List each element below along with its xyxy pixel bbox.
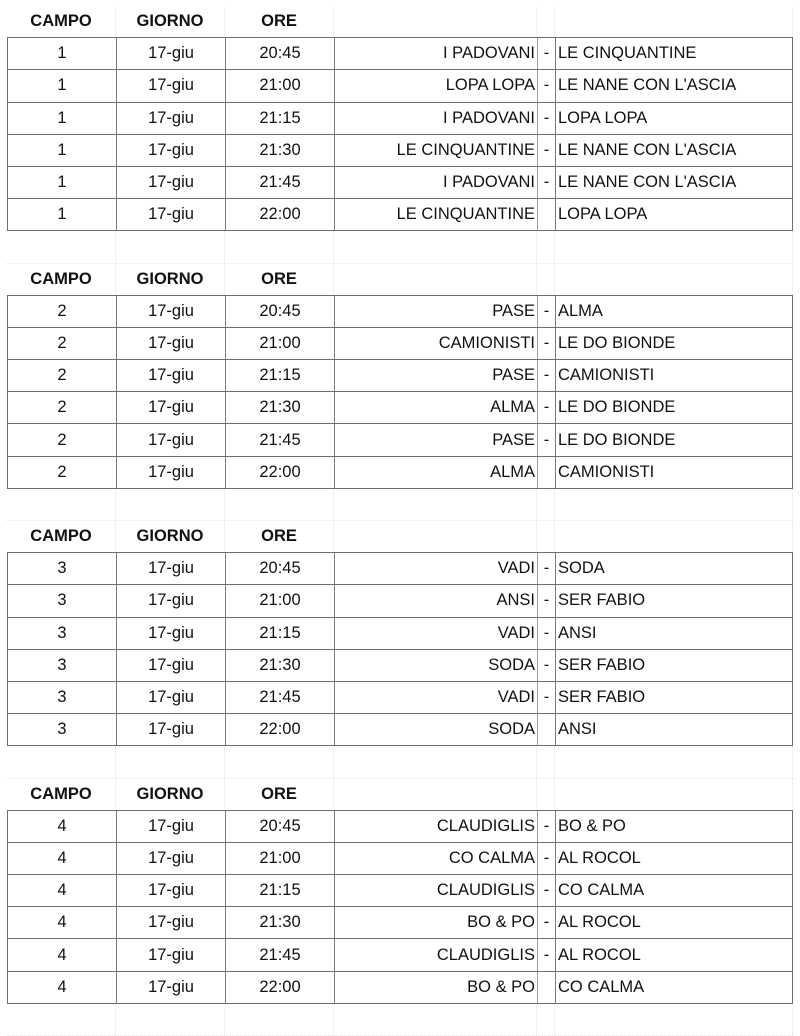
ore-cell[interactable]: 21:30 xyxy=(226,907,335,938)
separator-cell[interactable]: - xyxy=(538,553,556,584)
separator-cell[interactable]: - xyxy=(538,424,556,455)
giorno-cell[interactable]: 17-giu xyxy=(117,650,226,681)
empty-cell[interactable] xyxy=(555,1004,793,1035)
team2-cell[interactable]: LE NANE CON L'ASCIA xyxy=(556,70,794,101)
ore-cell[interactable]: 21:30 xyxy=(226,392,335,423)
giorno-cell[interactable]: 17-giu xyxy=(117,811,226,842)
match-row xyxy=(7,972,793,1004)
header-empty-cell[interactable] xyxy=(537,779,555,810)
campo-schedule-block-2 xyxy=(7,264,793,522)
match-rows xyxy=(7,553,793,746)
separator-cell[interactable]: - xyxy=(538,811,556,842)
header-empty-cell[interactable] xyxy=(555,6,793,37)
separator-cell[interactable]: - xyxy=(538,843,556,874)
empty-cell[interactable] xyxy=(555,746,793,777)
giorno-cell[interactable]: 17-giu xyxy=(117,618,226,649)
giorno-cell[interactable]: 17-giu xyxy=(117,135,226,166)
empty-cell[interactable] xyxy=(555,231,793,262)
team1-cell[interactable]: VADI xyxy=(335,553,538,584)
team2-cell[interactable]: LE DO BIONDE xyxy=(556,392,794,423)
campo-cell[interactable]: 4 xyxy=(8,972,117,1003)
match-row xyxy=(7,714,793,746)
giorno-cell[interactable]: 17-giu xyxy=(117,328,226,359)
campo-cell[interactable]: 1 xyxy=(8,167,117,198)
team2-cell[interactable]: SER FABIO xyxy=(556,585,794,616)
team2-cell[interactable]: AL ROCOL xyxy=(556,939,794,970)
team2-cell[interactable]: ALMA xyxy=(556,296,794,327)
blank-row xyxy=(7,489,793,521)
header-giorno[interactable]: GIORNO xyxy=(116,264,225,295)
empty-cell[interactable] xyxy=(225,746,334,777)
separator-cell[interactable]: - xyxy=(538,392,556,423)
separator-cell[interactable]: - xyxy=(538,103,556,134)
campo-cell[interactable]: 4 xyxy=(8,907,117,938)
schedule-sheet xyxy=(7,6,793,1036)
team2-cell[interactable]: AL ROCOL xyxy=(556,907,794,938)
team1-cell[interactable]: I PADOVANI xyxy=(335,103,538,134)
giorno-cell[interactable]: 17-giu xyxy=(117,553,226,584)
separator-cell[interactable]: - xyxy=(538,585,556,616)
header-ore[interactable]: ORE xyxy=(225,6,334,37)
header-giorno[interactable]: GIORNO xyxy=(116,6,225,37)
campo-cell[interactable]: 3 xyxy=(8,618,117,649)
team1-cell[interactable]: CLAUDIGLIS xyxy=(335,939,538,970)
team1-cell[interactable]: CLAUDIGLIS xyxy=(335,811,538,842)
giorno-cell[interactable]: 17-giu xyxy=(117,682,226,713)
separator-cell[interactable]: - xyxy=(538,939,556,970)
header-empty-cell[interactable] xyxy=(334,6,537,37)
giorno-cell[interactable]: 17-giu xyxy=(117,103,226,134)
empty-cell[interactable] xyxy=(334,1004,537,1035)
ore-cell[interactable]: 21:30 xyxy=(226,135,335,166)
empty-cell[interactable] xyxy=(116,489,225,520)
match-row xyxy=(7,328,793,360)
header-giorno[interactable]: GIORNO xyxy=(116,779,225,810)
empty-cell[interactable] xyxy=(116,231,225,262)
header-row xyxy=(7,521,793,553)
campo-cell[interactable]: 3 xyxy=(8,553,117,584)
empty-cell[interactable] xyxy=(116,1004,225,1035)
team2-cell[interactable]: SODA xyxy=(556,553,794,584)
team2-cell[interactable]: CAMIONISTI xyxy=(556,360,794,391)
team2-cell[interactable]: AL ROCOL xyxy=(556,843,794,874)
team1-cell[interactable]: SODA xyxy=(335,714,538,745)
blank-row xyxy=(7,746,793,778)
match-row xyxy=(7,457,793,489)
team1-cell[interactable]: PASE xyxy=(335,360,538,391)
team2-cell[interactable]: LOPA LOPA xyxy=(556,199,794,230)
separator-cell[interactable]: - xyxy=(538,875,556,906)
team1-cell[interactable]: I PADOVANI xyxy=(335,38,538,69)
header-ore[interactable]: ORE xyxy=(225,521,334,552)
empty-cell[interactable] xyxy=(7,489,116,520)
ore-cell[interactable]: 21:00 xyxy=(226,328,335,359)
team1-cell[interactable]: I PADOVANI xyxy=(335,167,538,198)
header-empty-cell[interactable] xyxy=(537,6,555,37)
header-campo[interactable]: CAMPO xyxy=(7,6,116,37)
match-row xyxy=(7,843,793,875)
team1-cell[interactable]: ALMA xyxy=(335,457,538,488)
separator-cell[interactable]: - xyxy=(538,907,556,938)
ore-cell[interactable]: 22:00 xyxy=(226,714,335,745)
header-row xyxy=(7,779,793,811)
ore-cell[interactable]: 22:00 xyxy=(226,199,335,230)
header-campo[interactable]: CAMPO xyxy=(7,264,116,295)
team2-cell[interactable]: ANSI xyxy=(556,714,794,745)
match-row xyxy=(7,135,793,167)
ore-cell[interactable]: 21:15 xyxy=(226,618,335,649)
ore-cell[interactable]: 21:00 xyxy=(226,70,335,101)
campo-cell[interactable]: 4 xyxy=(8,843,117,874)
header-empty-cell[interactable] xyxy=(555,264,793,295)
empty-cell[interactable] xyxy=(7,746,116,777)
campo-cell[interactable]: 1 xyxy=(8,199,117,230)
match-row xyxy=(7,360,793,392)
campo-cell[interactable]: 4 xyxy=(8,939,117,970)
separator-cell[interactable]: - xyxy=(538,360,556,391)
match-row xyxy=(7,392,793,424)
campo-cell[interactable]: 2 xyxy=(8,360,117,391)
team2-cell[interactable]: CAMIONISTI xyxy=(556,457,794,488)
giorno-cell[interactable]: 17-giu xyxy=(117,457,226,488)
empty-cell[interactable] xyxy=(537,489,555,520)
campo-schedule-block-3 xyxy=(7,521,793,779)
empty-cell[interactable] xyxy=(537,746,555,777)
campo-cell[interactable]: 1 xyxy=(8,103,117,134)
match-row xyxy=(7,553,793,585)
team2-cell[interactable]: BO & PO xyxy=(556,811,794,842)
team2-cell[interactable]: CO CALMA xyxy=(556,875,794,906)
header-empty-cell[interactable] xyxy=(555,779,793,810)
team2-cell[interactable]: LE NANE CON L'ASCIA xyxy=(556,167,794,198)
giorno-cell[interactable]: 17-giu xyxy=(117,843,226,874)
match-row xyxy=(7,70,793,102)
team1-cell[interactable]: BO & PO xyxy=(335,907,538,938)
ore-cell[interactable]: 21:30 xyxy=(226,650,335,681)
campo-cell[interactable]: 3 xyxy=(8,682,117,713)
separator-cell[interactable]: - xyxy=(538,618,556,649)
team1-cell[interactable]: ALMA xyxy=(335,392,538,423)
campo-schedule-block-1 xyxy=(7,6,793,264)
team2-cell[interactable]: LE DO BIONDE xyxy=(556,424,794,455)
giorno-cell[interactable]: 17-giu xyxy=(117,424,226,455)
match-row xyxy=(7,811,793,843)
team1-cell[interactable]: CLAUDIGLIS xyxy=(335,875,538,906)
giorno-cell[interactable]: 17-giu xyxy=(117,875,226,906)
header-row xyxy=(7,264,793,296)
match-row xyxy=(7,199,793,231)
giorno-cell[interactable]: 17-giu xyxy=(117,296,226,327)
separator-cell[interactable]: - xyxy=(538,167,556,198)
match-row xyxy=(7,424,793,456)
header-ore[interactable]: ORE xyxy=(225,264,334,295)
giorno-cell[interactable]: 17-giu xyxy=(117,585,226,616)
header-giorno[interactable]: GIORNO xyxy=(116,521,225,552)
team1-cell[interactable]: LE CINQUANTINE xyxy=(335,135,538,166)
giorno-cell[interactable]: 17-giu xyxy=(117,972,226,1003)
ore-cell[interactable]: 21:15 xyxy=(226,875,335,906)
campo-schedule-block-4 xyxy=(7,779,793,1036)
team1-cell[interactable]: SODA xyxy=(335,650,538,681)
empty-cell[interactable] xyxy=(334,231,537,262)
campo-cell[interactable]: 1 xyxy=(8,38,117,69)
blank-row xyxy=(7,1004,793,1036)
match-row xyxy=(7,167,793,199)
separator-cell[interactable]: - xyxy=(538,296,556,327)
ore-cell[interactable]: 20:45 xyxy=(226,811,335,842)
separator-cell[interactable] xyxy=(538,199,556,230)
campo-cell[interactable]: 1 xyxy=(8,70,117,101)
separator-cell[interactable] xyxy=(538,972,556,1003)
team1-cell[interactable]: PASE xyxy=(335,296,538,327)
ore-cell[interactable]: 20:45 xyxy=(226,38,335,69)
match-row xyxy=(7,650,793,682)
ore-cell[interactable]: 21:15 xyxy=(226,360,335,391)
campo-cell[interactable]: 4 xyxy=(8,875,117,906)
team1-cell[interactable]: VADI xyxy=(335,682,538,713)
giorno-cell[interactable]: 17-giu xyxy=(117,167,226,198)
team1-cell[interactable]: BO & PO xyxy=(335,972,538,1003)
empty-cell[interactable] xyxy=(225,489,334,520)
campo-cell[interactable]: 2 xyxy=(8,424,117,455)
match-row xyxy=(7,618,793,650)
match-rows xyxy=(7,296,793,489)
header-empty-cell[interactable] xyxy=(537,521,555,552)
ore-cell[interactable]: 22:00 xyxy=(226,972,335,1003)
campo-cell[interactable]: 3 xyxy=(8,714,117,745)
team2-cell[interactable]: CO CALMA xyxy=(556,972,794,1003)
team2-cell[interactable]: ANSI xyxy=(556,618,794,649)
match-row xyxy=(7,103,793,135)
ore-cell[interactable]: 21:45 xyxy=(226,682,335,713)
team1-cell[interactable]: PASE xyxy=(335,424,538,455)
campo-cell[interactable]: 3 xyxy=(8,650,117,681)
team2-cell[interactable]: LE CINQUANTINE xyxy=(556,38,794,69)
team2-cell[interactable]: LE DO BIONDE xyxy=(556,328,794,359)
campo-cell[interactable]: 2 xyxy=(8,392,117,423)
team1-cell[interactable]: CO CALMA xyxy=(335,843,538,874)
ore-cell[interactable]: 21:00 xyxy=(226,585,335,616)
team1-cell[interactable]: VADI xyxy=(335,618,538,649)
separator-cell[interactable] xyxy=(538,714,556,745)
team1-cell[interactable]: CAMIONISTI xyxy=(335,328,538,359)
header-campo[interactable]: CAMPO xyxy=(7,779,116,810)
giorno-cell[interactable]: 17-giu xyxy=(117,360,226,391)
match-row xyxy=(7,585,793,617)
header-row xyxy=(7,6,793,38)
giorno-cell[interactable]: 17-giu xyxy=(117,714,226,745)
ore-cell[interactable]: 21:00 xyxy=(226,843,335,874)
team2-cell[interactable]: LOPA LOPA xyxy=(556,103,794,134)
empty-cell[interactable] xyxy=(555,489,793,520)
team1-cell[interactable]: LOPA LOPA xyxy=(335,70,538,101)
ore-cell[interactable]: 21:45 xyxy=(226,424,335,455)
campo-cell[interactable]: 2 xyxy=(8,328,117,359)
separator-cell[interactable]: - xyxy=(538,70,556,101)
empty-cell[interactable] xyxy=(334,489,537,520)
giorno-cell[interactable]: 17-giu xyxy=(117,939,226,970)
match-row xyxy=(7,296,793,328)
header-empty-cell[interactable] xyxy=(334,779,537,810)
header-campo[interactable]: CAMPO xyxy=(7,521,116,552)
separator-cell[interactable]: - xyxy=(538,38,556,69)
giorno-cell[interactable]: 17-giu xyxy=(117,392,226,423)
header-empty-cell[interactable] xyxy=(334,521,537,552)
ore-cell[interactable]: 21:45 xyxy=(226,939,335,970)
ore-cell[interactable]: 22:00 xyxy=(226,457,335,488)
match-rows xyxy=(7,811,793,1004)
empty-cell[interactable] xyxy=(225,1004,334,1035)
empty-cell[interactable] xyxy=(116,746,225,777)
campo-cell[interactable]: 3 xyxy=(8,585,117,616)
separator-cell[interactable]: - xyxy=(538,682,556,713)
giorno-cell[interactable]: 17-giu xyxy=(117,70,226,101)
ore-cell[interactable]: 20:45 xyxy=(226,553,335,584)
match-row xyxy=(7,682,793,714)
ore-cell[interactable]: 20:45 xyxy=(226,296,335,327)
team1-cell[interactable]: ANSI xyxy=(335,585,538,616)
match-row xyxy=(7,939,793,971)
campo-cell[interactable]: 1 xyxy=(8,135,117,166)
campo-cell[interactable]: 4 xyxy=(8,811,117,842)
match-row xyxy=(7,38,793,70)
giorno-cell[interactable]: 17-giu xyxy=(117,38,226,69)
ore-cell[interactable]: 21:15 xyxy=(226,103,335,134)
separator-cell[interactable] xyxy=(538,457,556,488)
header-empty-cell[interactable] xyxy=(555,521,793,552)
match-rows xyxy=(7,38,793,231)
header-empty-cell[interactable] xyxy=(537,264,555,295)
header-ore[interactable]: ORE xyxy=(225,779,334,810)
match-row xyxy=(7,907,793,939)
team2-cell[interactable]: LE NANE CON L'ASCIA xyxy=(556,135,794,166)
giorno-cell[interactable]: 17-giu xyxy=(117,199,226,230)
separator-cell[interactable]: - xyxy=(538,650,556,681)
separator-cell[interactable]: - xyxy=(538,328,556,359)
empty-cell[interactable] xyxy=(225,231,334,262)
empty-cell[interactable] xyxy=(334,746,537,777)
team1-cell[interactable]: LE CINQUANTINE xyxy=(335,199,538,230)
team2-cell[interactable]: SER FABIO xyxy=(556,650,794,681)
ore-cell[interactable]: 21:45 xyxy=(226,167,335,198)
empty-cell[interactable] xyxy=(7,231,116,262)
separator-cell[interactable]: - xyxy=(538,135,556,166)
empty-cell[interactable] xyxy=(537,231,555,262)
match-row xyxy=(7,875,793,907)
blank-row xyxy=(7,231,793,263)
empty-cell[interactable] xyxy=(537,1004,555,1035)
campo-cell[interactable]: 2 xyxy=(8,296,117,327)
team2-cell[interactable]: SER FABIO xyxy=(556,682,794,713)
giorno-cell[interactable]: 17-giu xyxy=(117,907,226,938)
empty-cell[interactable] xyxy=(7,1004,116,1035)
header-empty-cell[interactable] xyxy=(334,264,537,295)
campo-cell[interactable]: 2 xyxy=(8,457,117,488)
